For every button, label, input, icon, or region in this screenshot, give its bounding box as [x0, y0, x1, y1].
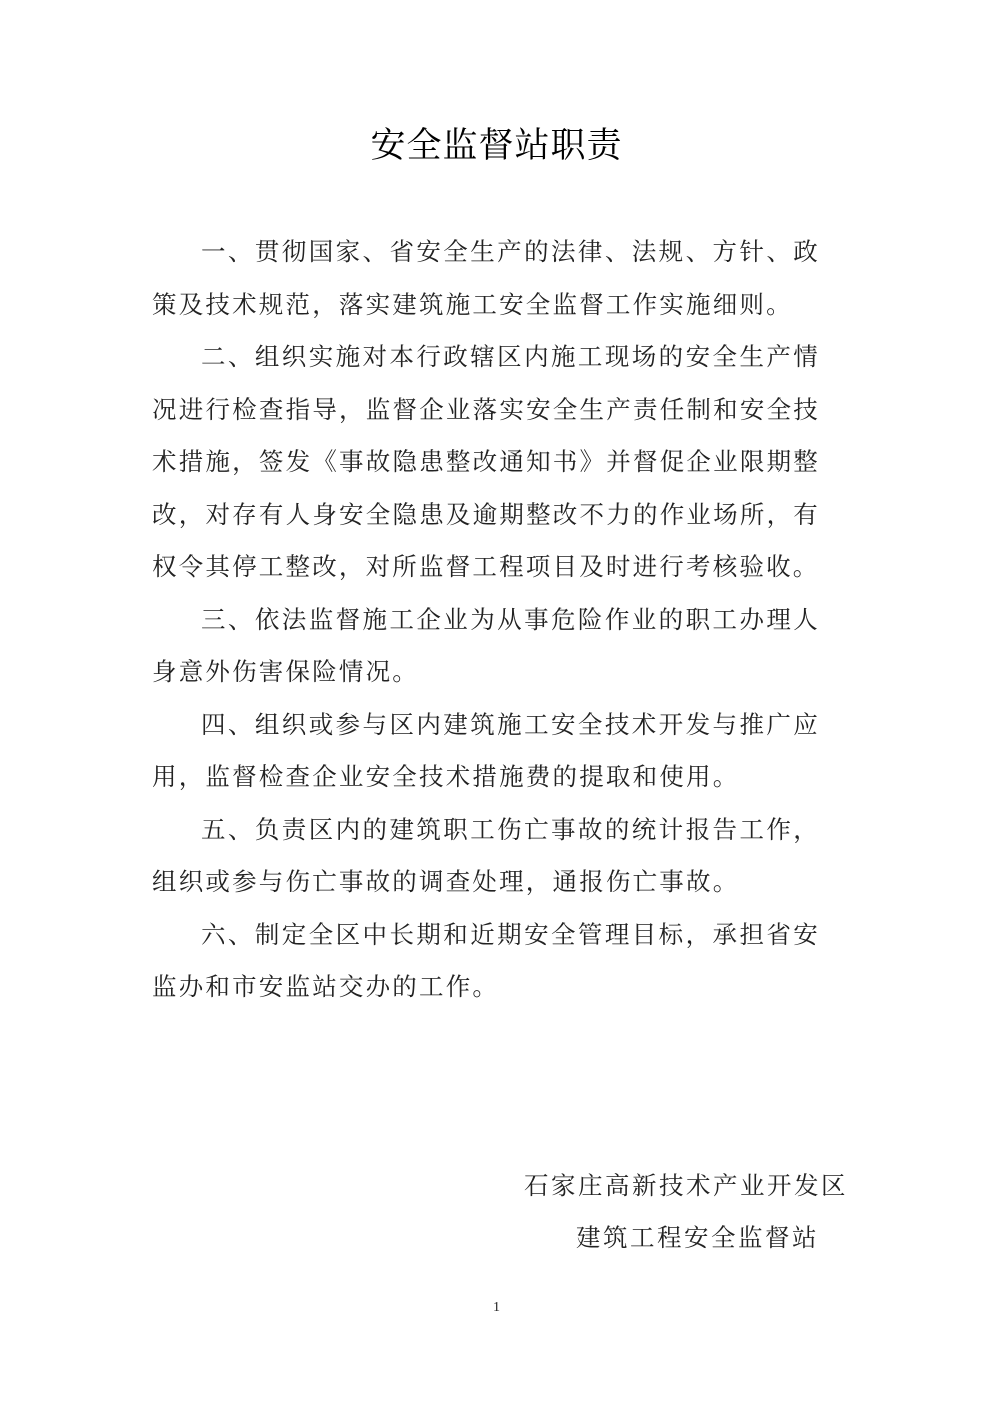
- paragraph-5: 五、负责区内的建筑职工伤亡事故的统计报告工作，组织或参与伤亡事故的调查处理，通报伤亡事故。: [152, 814, 820, 896]
- page-number: 1: [493, 1300, 500, 1315]
- paragraph-2: 二、组织实施对本行政辖区内施工现场的安全生产情况进行检查指导，监督企业落实安全生产责任制和安全技术措施，签发《事故隐患整改通知书》并督促企业限期整改，对存有人身安全隐患及逾期整改不力的作业场所，有权令其停工整改，对所监督工程项目及时进行考核验收。: [152, 342, 820, 581]
- signature-organization: 石家庄高新技术产业开发区: [524, 1171, 848, 1200]
- paragraph-3: 三、依法监督施工企业为从事危险作业的职工办理人身意外伤害保险情况。: [152, 604, 820, 686]
- paragraph-1: 一、贯彻国家、省安全生产的法律、法规、方针、政策及技术规范，落实建筑施工安全监督工作实施细则。: [152, 237, 820, 319]
- document-body: [152, 226, 820, 1014]
- paragraph-6: 六、制定全区中长期和近期安全管理目标，承担省安监办和市安监站交办的工作。: [152, 919, 820, 1001]
- document-title: 安全监督站职责: [370, 126, 623, 166]
- paragraph-4: 四、组织或参与区内建筑施工安全技术开发与推广应用，监督检查企业安全技术措施费的提取和使用。: [152, 709, 820, 791]
- signature-department: 建筑工程安全监督站: [576, 1223, 819, 1252]
